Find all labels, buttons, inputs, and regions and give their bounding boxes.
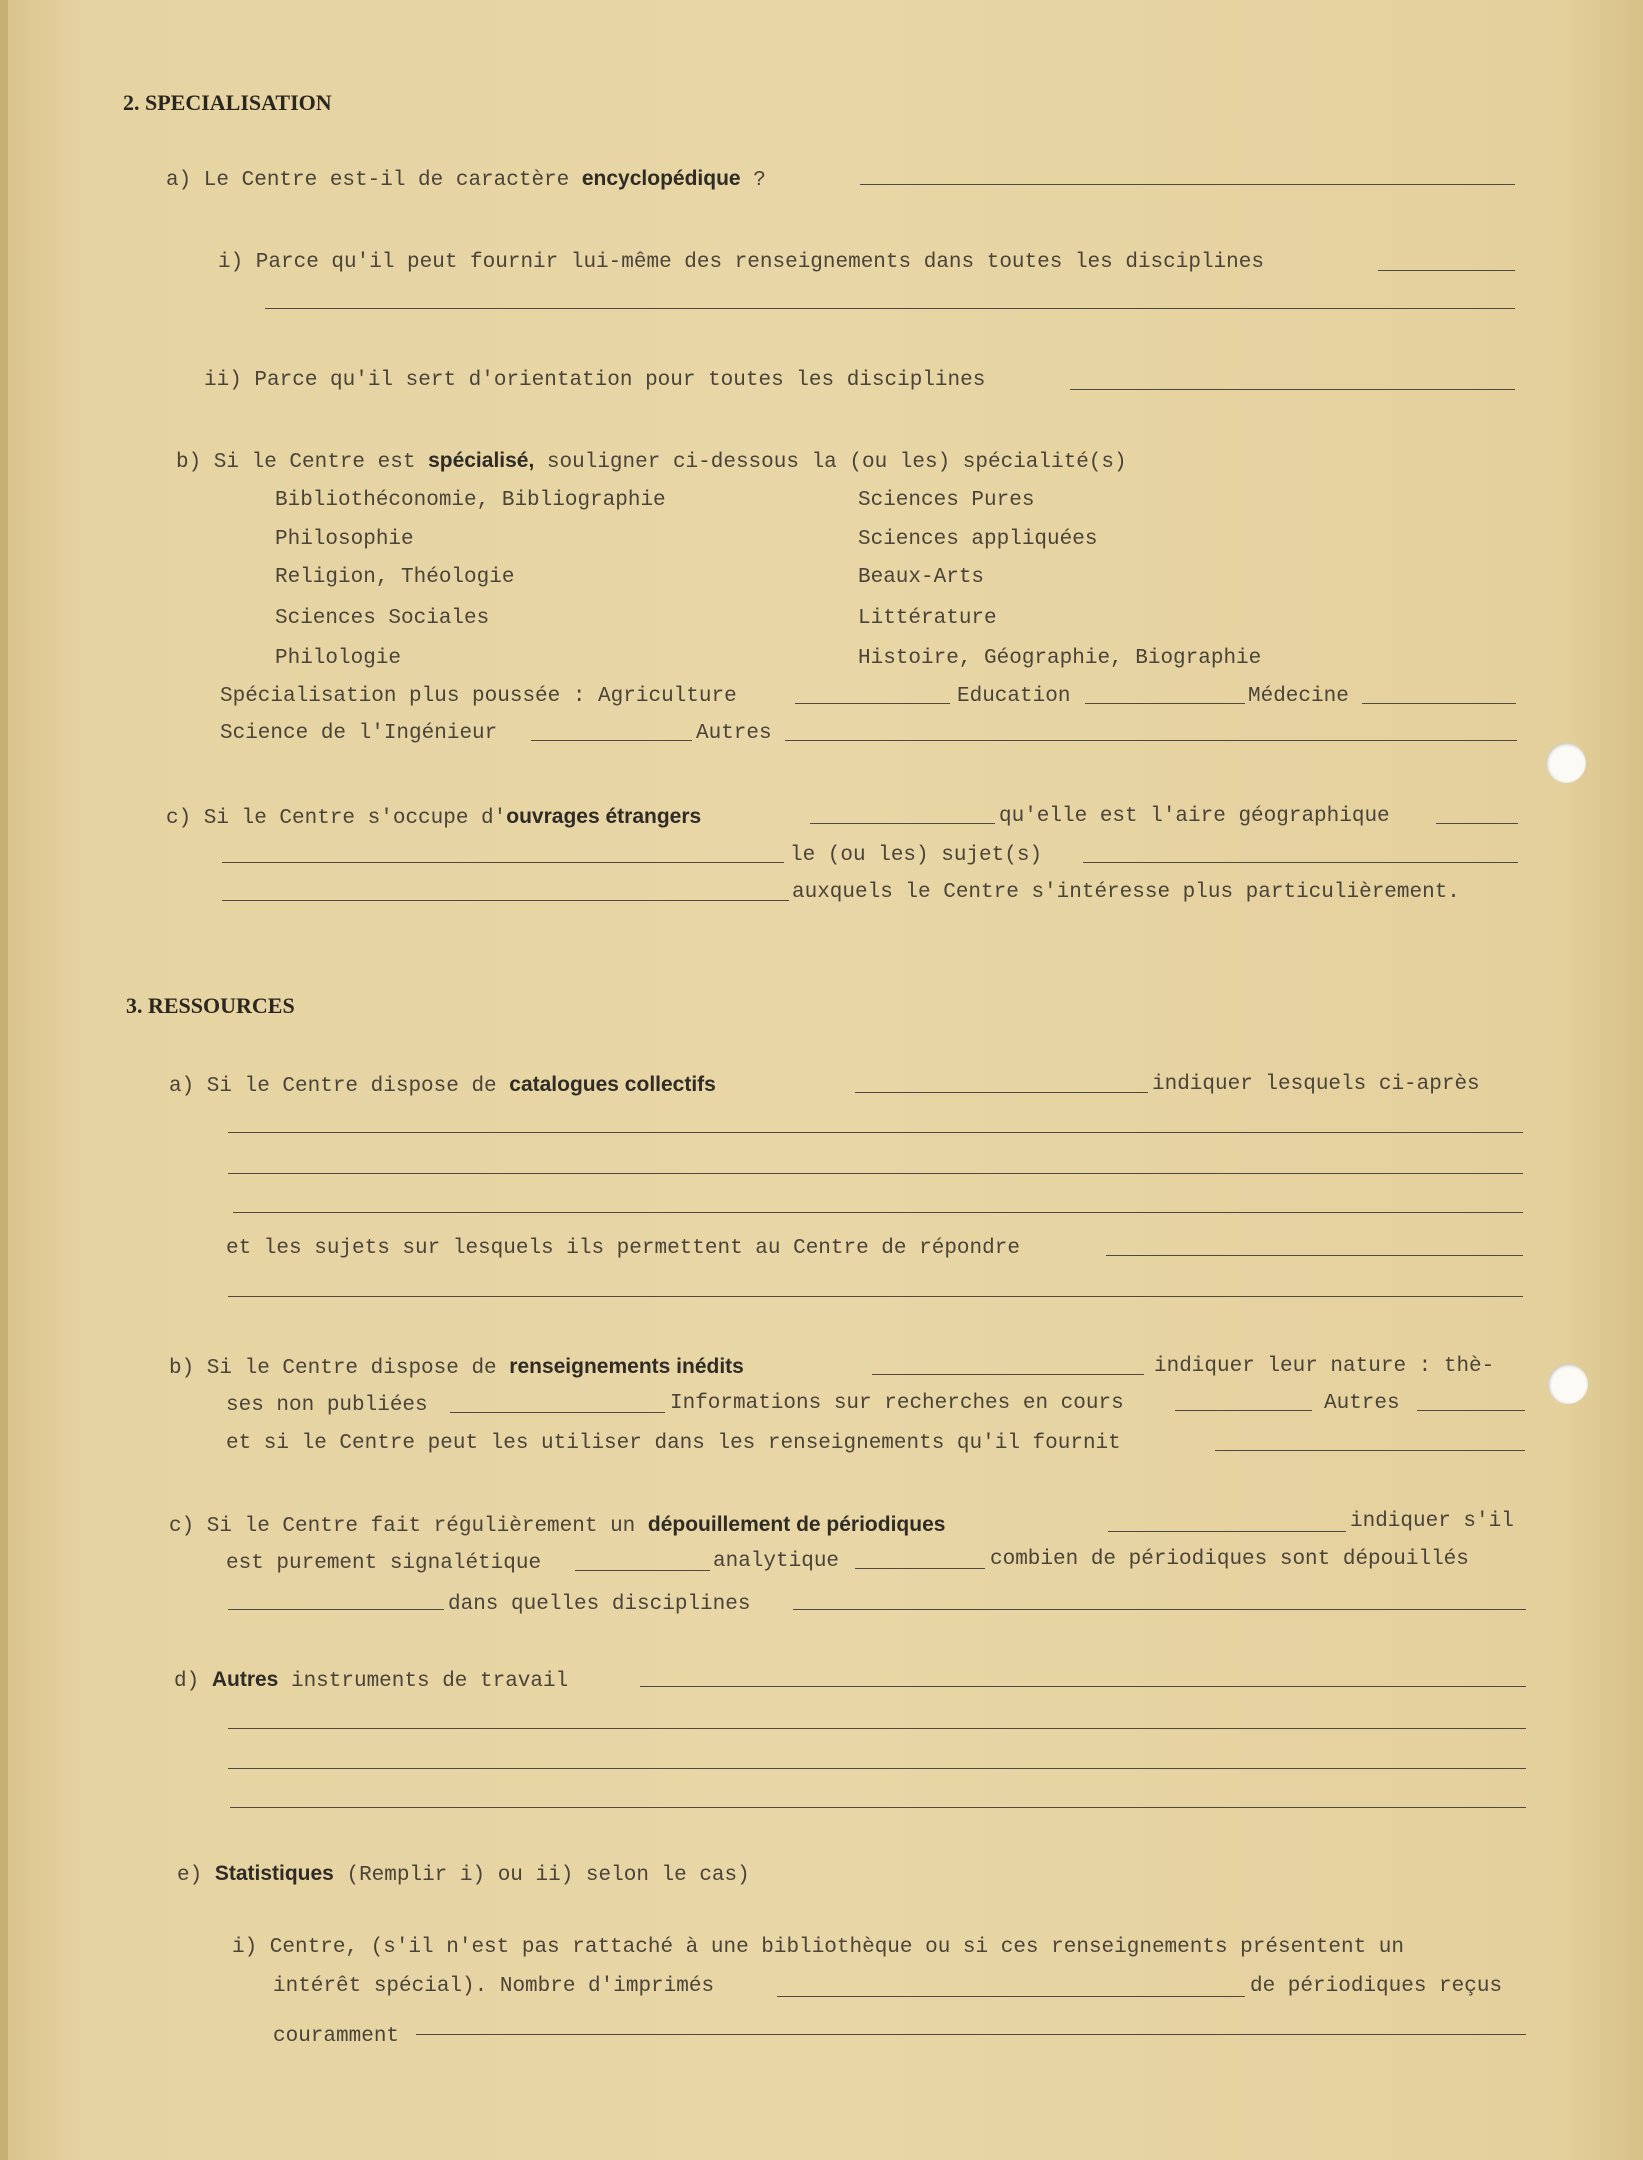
- answer-line[interactable]: [1436, 823, 1518, 824]
- answer-line[interactable]: [233, 1212, 1523, 1213]
- specialite-option[interactable]: Beaux-Arts: [858, 566, 985, 589]
- s3-e-tail: (Remplir i) ou ii) selon le cas): [346, 1864, 750, 1887]
- s2-a-question: [166, 166, 766, 194]
- specialite-option[interactable]: Bibliothéconomie, Bibliographie: [275, 489, 666, 512]
- answer-line[interactable]: [228, 1296, 1523, 1297]
- s3-ei-line1: i) Centre, (s'il n'est pas rattaché à une bibliothèque ou si ces renseignements présentent un: [232, 1936, 1404, 1959]
- answer-line[interactable]: [1070, 389, 1515, 390]
- s3-b-infos: Informations sur recherches en cours: [670, 1392, 1124, 1415]
- s3-ei-line2a: intérêt spécial). Nombre d'imprimés: [273, 1975, 715, 1998]
- s3-b-utiliser: et si le Centre peut les utiliser dans les renseignements qu'il fournit: [226, 1432, 1121, 1455]
- answer-line[interactable]: [855, 1568, 985, 1569]
- s3-c-question: [169, 1512, 945, 1540]
- s2-b-lead: b) Si le Centre est: [176, 451, 416, 474]
- s3-a-bold: catalogues collectifs: [509, 1073, 716, 1096]
- s3-ei-line2b: de périodiques reçus: [1250, 1975, 1503, 1998]
- s3-e-lead: e): [177, 1864, 203, 1887]
- s3-d-tail: instruments de travail: [290, 1670, 569, 1693]
- s3-c-signal: est purement signalétique: [226, 1552, 542, 1575]
- answer-line[interactable]: [228, 1768, 1526, 1769]
- answer-line[interactable]: [575, 1570, 710, 1571]
- s3-b-tail: indiquer leur nature : thè-: [1154, 1355, 1495, 1378]
- answer-line[interactable]: [265, 308, 1515, 309]
- s3-c-combien: combien de périodiques sont dépouillés: [990, 1548, 1469, 1571]
- answer-line[interactable]: [777, 1996, 1245, 1997]
- s3-a-question: [169, 1072, 716, 1100]
- s2-c-auxquels: auxquels le Centre s'intéresse plus particulièrement.: [792, 881, 1460, 904]
- specialite-option[interactable]: Histoire, Géographie, Biographie: [858, 647, 1262, 670]
- answer-line[interactable]: [1085, 703, 1245, 704]
- s3-ei-line3: couramment: [273, 2025, 400, 2048]
- answer-line[interactable]: [872, 1374, 1144, 1375]
- s2-b-question: [176, 448, 1127, 476]
- s2-plus-lead: Spécialisation plus poussée : Agriculture: [220, 685, 737, 708]
- s2-c-lead: c) Si le Centre s'occupe d': [166, 807, 507, 830]
- answer-line[interactable]: [228, 1728, 1526, 1729]
- answer-line[interactable]: [1108, 1531, 1346, 1532]
- s3-b-lead: b) Si le Centre dispose de: [169, 1357, 497, 1380]
- answer-line[interactable]: [640, 1686, 1526, 1687]
- answer-line[interactable]: [860, 184, 1515, 185]
- answer-line[interactable]: [1378, 270, 1515, 271]
- s2-a-bold: encyclopédique: [581, 167, 741, 190]
- answer-line[interactable]: [416, 2034, 1526, 2035]
- answer-line[interactable]: [795, 703, 950, 704]
- answer-line[interactable]: [228, 1609, 444, 1610]
- answer-line[interactable]: [810, 823, 995, 824]
- paper-edge: [0, 0, 8, 2160]
- s3-d-question: [174, 1667, 568, 1695]
- answer-line[interactable]: [1417, 1410, 1525, 1411]
- answer-line[interactable]: [793, 1609, 1526, 1610]
- s3-c-lead: c) Si le Centre fait régulièrement un: [169, 1515, 636, 1538]
- specialite-option[interactable]: Sciences Sociales: [275, 607, 490, 630]
- answer-line[interactable]: [531, 740, 692, 741]
- s3-a-sujets: et les sujets sur lesquels ils permettent au Centre de répondre: [226, 1237, 1020, 1260]
- s2-a-lead: a) Le Centre est-il de caractère: [166, 169, 570, 192]
- s2-a-ii: ii) Parce qu'il sert d'orientation pour toutes les disciplines: [204, 369, 986, 392]
- s3-b-question: [169, 1354, 744, 1382]
- specialite-option[interactable]: Littérature: [858, 607, 997, 630]
- answer-line[interactable]: [1106, 1255, 1523, 1256]
- section-2-title: 2. SPECIALISATION: [123, 90, 332, 115]
- answer-line[interactable]: [450, 1412, 665, 1413]
- s2-b-bold: spécialisé,: [428, 449, 535, 472]
- s2-c-aire: qu'elle est l'aire géographique: [999, 805, 1390, 828]
- answer-line[interactable]: [1083, 862, 1518, 863]
- s2-plus-medecine: Médecine: [1248, 685, 1349, 708]
- s2-c-question: [166, 804, 701, 832]
- s3-c-disciplines: dans quelles disciplines: [448, 1593, 751, 1616]
- specialite-option[interactable]: Sciences appliquées: [858, 528, 1098, 551]
- answer-line[interactable]: [228, 1132, 1523, 1133]
- answer-line[interactable]: [1362, 703, 1516, 704]
- answer-line[interactable]: [855, 1092, 1148, 1093]
- s3-c-analytique: analytique: [713, 1550, 840, 1573]
- punch-hole: [1548, 1364, 1588, 1404]
- s3-d-lead: d): [174, 1670, 200, 1693]
- answer-line[interactable]: [222, 900, 789, 901]
- s2-b-tail: souligner ci-dessous la (ou les) spécialité(s): [546, 451, 1127, 474]
- s3-c-tail: indiquer s'il: [1350, 1510, 1514, 1533]
- s3-b-bold: renseignements inédits: [509, 1355, 744, 1378]
- specialite-option[interactable]: Philologie: [275, 647, 402, 670]
- s2-ingenieur-lead: Science de l'Ingénieur: [220, 722, 498, 745]
- specialite-option[interactable]: Sciences Pures: [858, 489, 1035, 512]
- s2-a-i: i) Parce qu'il peut fournir lui-même des renseignements dans toutes les disciplines: [218, 251, 1264, 274]
- s3-e-question: [177, 1861, 750, 1889]
- s3-e-bold: Statistiques: [214, 1862, 334, 1885]
- answer-line[interactable]: [1175, 1410, 1312, 1411]
- s2-a-tail: ?: [753, 169, 766, 192]
- answer-line[interactable]: [1215, 1450, 1525, 1451]
- s2-ingenieur-autres: Autres: [696, 722, 772, 745]
- answer-line[interactable]: [222, 862, 784, 863]
- section-3-title: 3. RESSOURCES: [126, 993, 295, 1018]
- s3-a-tail: indiquer lesquels ci-après: [1152, 1073, 1480, 1096]
- punch-hole: [1546, 743, 1586, 783]
- s2-plus-education: Education: [957, 685, 1071, 708]
- s3-b-autres: Autres: [1324, 1392, 1400, 1415]
- s3-d-bold: Autres: [211, 1668, 279, 1691]
- specialite-option[interactable]: Philosophie: [275, 528, 414, 551]
- specialite-option[interactable]: Religion, Théologie: [275, 566, 515, 589]
- answer-line[interactable]: [230, 1807, 1526, 1808]
- answer-line[interactable]: [228, 1173, 1523, 1174]
- s3-a-lead: a) Si le Centre dispose de: [169, 1075, 497, 1098]
- s3-b-theses: ses non publiées: [226, 1394, 428, 1417]
- s2-c-bold: ouvrages étrangers: [506, 805, 702, 828]
- s2-c-sujets: le (ou les) sujet(s): [790, 844, 1043, 867]
- s3-c-bold: dépouillement de périodiques: [647, 1513, 946, 1536]
- answer-line[interactable]: [785, 740, 1517, 741]
